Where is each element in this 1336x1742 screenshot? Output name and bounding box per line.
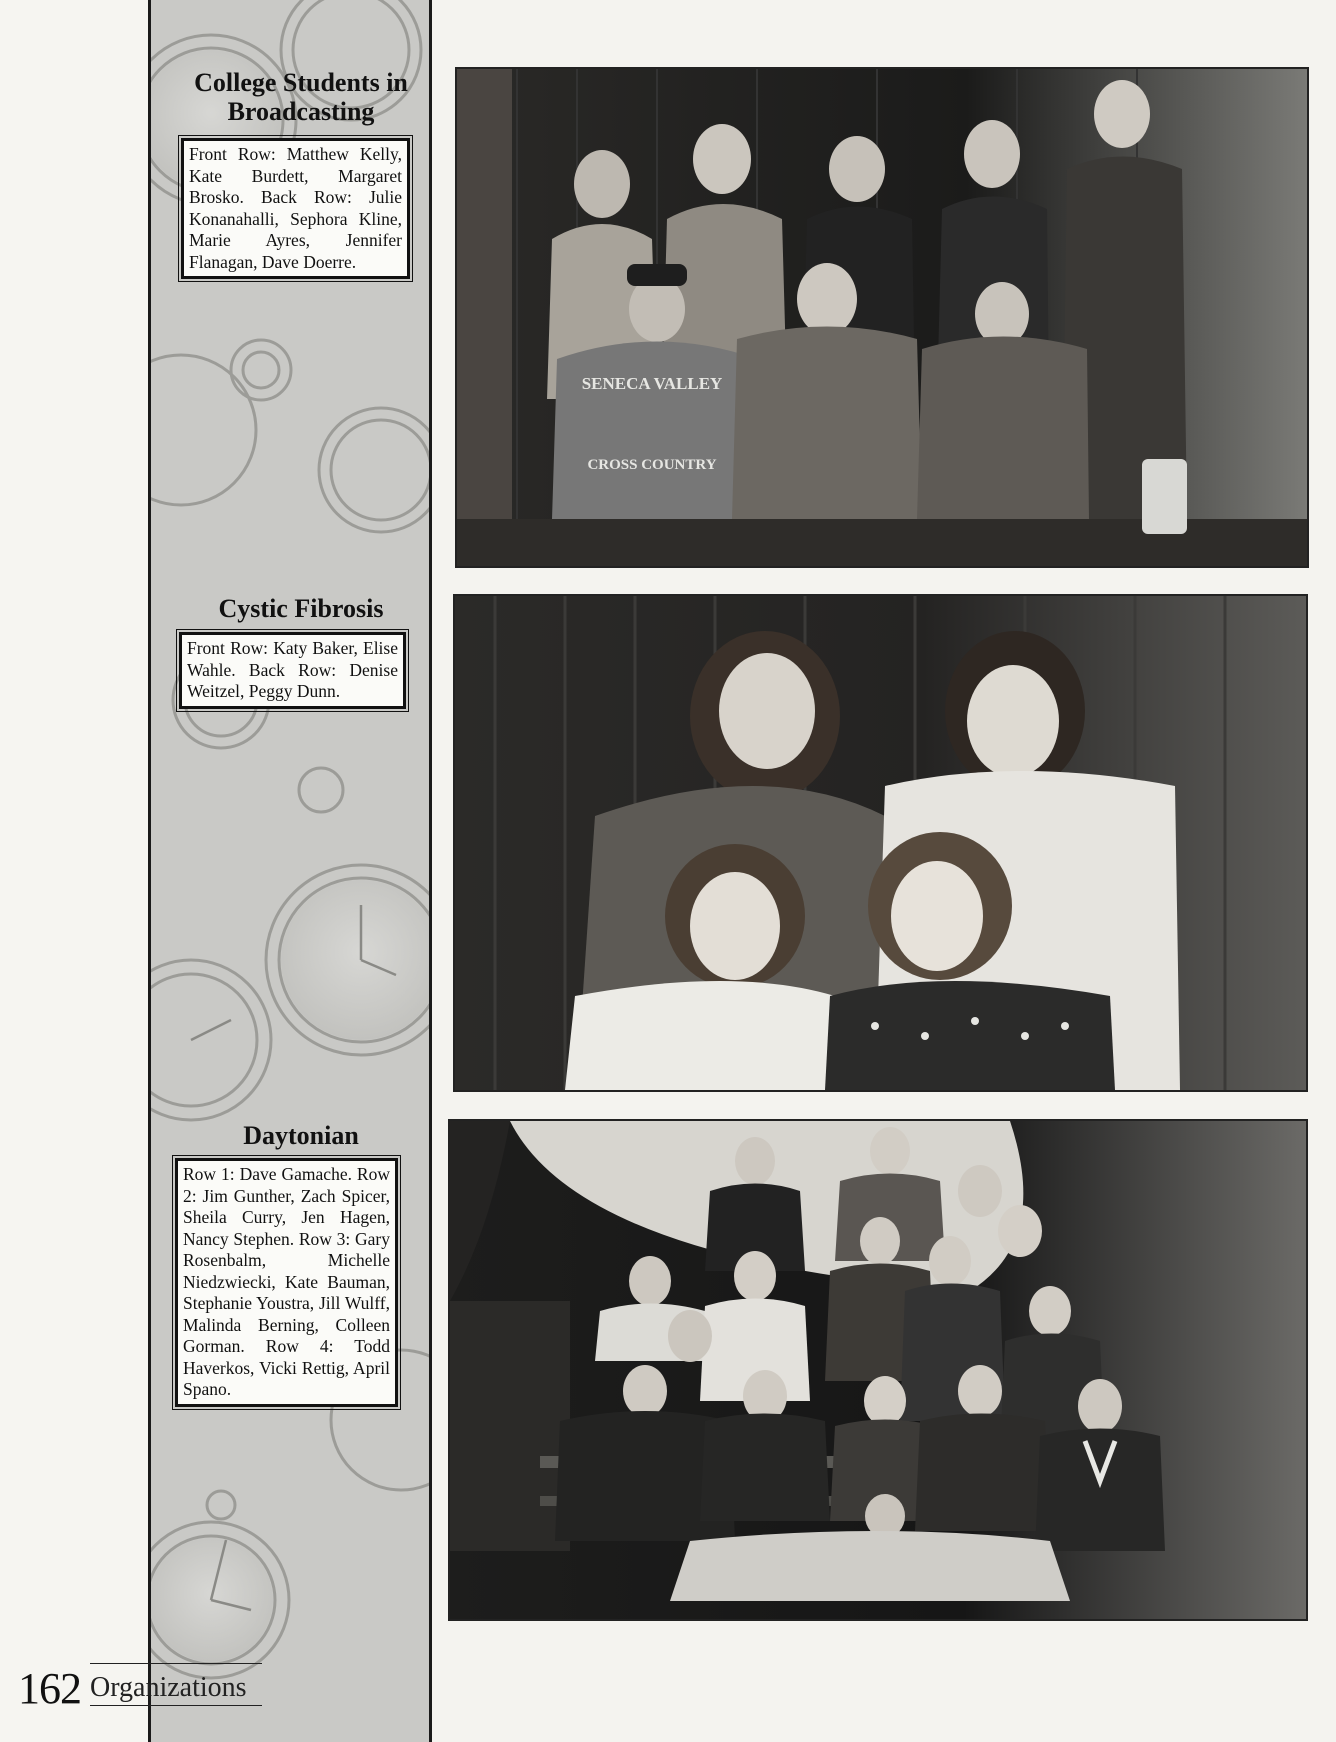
- page-margin: [0, 0, 148, 1742]
- group-title-daytonian: Daytonian: [243, 1121, 359, 1150]
- photo-cystic-fibrosis: [453, 594, 1308, 1092]
- sidebar-band: [148, 0, 432, 1742]
- sweatshirt-text-bottom: CROSS COUNTRY: [587, 457, 717, 473]
- caption-broadcasting: Front Row: Matthew Kelly, Kate Burdett, Margaret Brosko. Back Row: Julie Konanahalli, Sephora Kline, Marie Ayres, Jennifer Flanagan, Dave Doerre.: [181, 138, 410, 279]
- photo-broadcasting: [455, 67, 1309, 568]
- group-title-cystic-fibrosis: Cystic Fibrosis: [218, 594, 384, 623]
- photo-daytonian: [448, 1119, 1308, 1621]
- section-rule-top: [90, 1663, 262, 1664]
- section-name: Organizations: [90, 1672, 247, 1703]
- caption-cystic-fibrosis: Front Row: Katy Baker, Elise Wahle. Back Row: Denise Weitzel, Peggy Dunn.: [179, 632, 406, 709]
- caption-daytonian: Row 1: Dave Gamache. Row 2: Jim Gunther, Zach Spicer, Sheila Curry, Jen Hagen, Nancy Stephen. Row 3: Gary Rosenbalm, Michelle Niedzwiecki, Kate Bauman, Stephanie Youstra, Jill Wulff, Malinda Berning, Colleen Gorman. Row 4: Todd Haverkos, Vicki Rettig, April Spano.: [175, 1158, 398, 1407]
- page-number: 162: [18, 1664, 81, 1713]
- section-rule-bottom: [90, 1705, 262, 1706]
- group-title-broadcasting: College Students in Broadcasting: [194, 68, 408, 126]
- sweatshirt-text-top: SENECA VALLEY: [581, 374, 723, 393]
